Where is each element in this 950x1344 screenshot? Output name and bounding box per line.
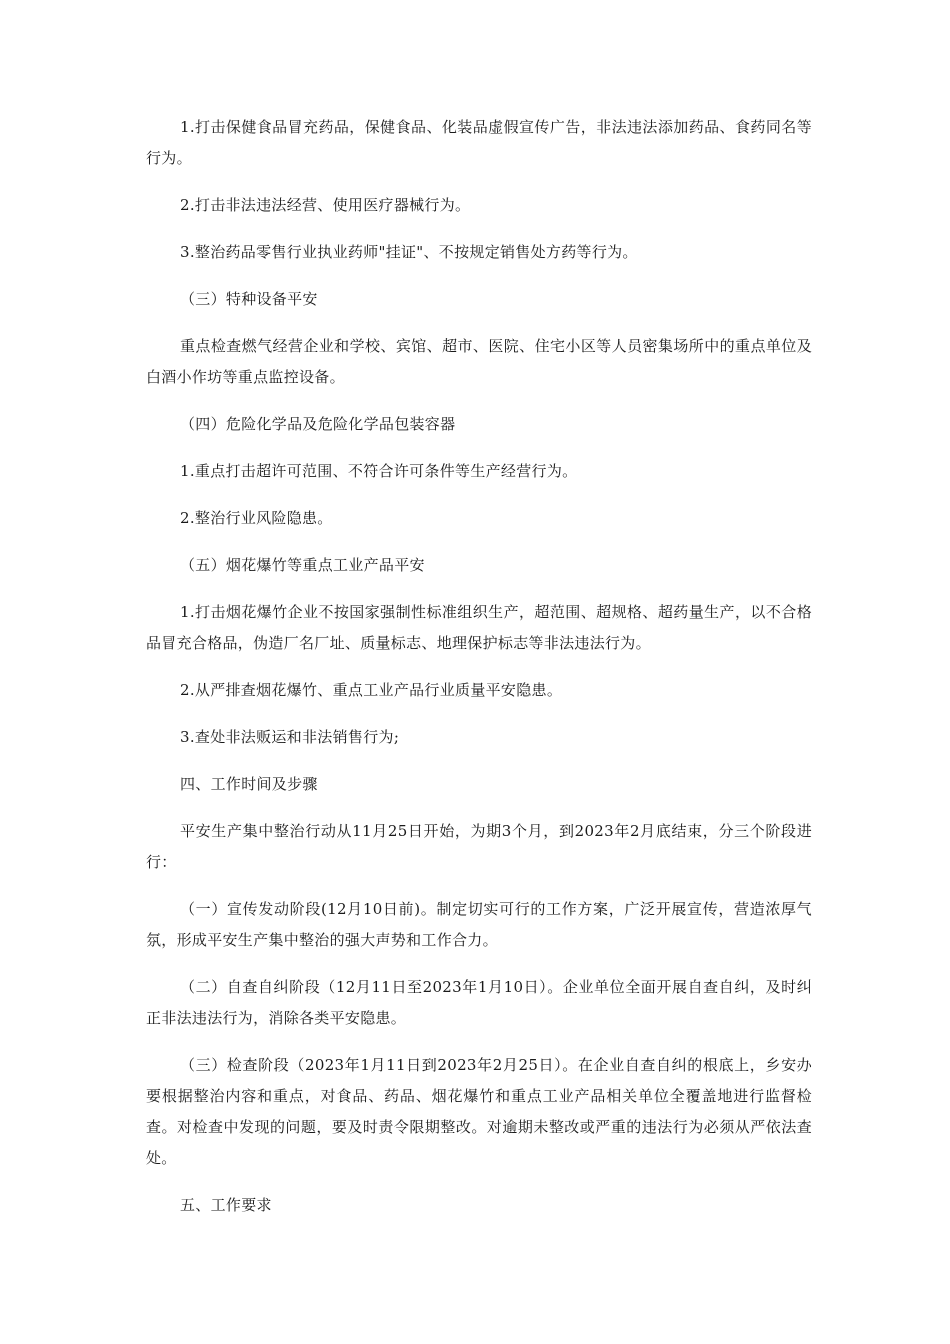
paragraph-schedule-intro: 平安生产集中整治行动从11月25日开始，为期3个月，到2023年2月底结束，分三个阶段进行：	[146, 822, 812, 871]
paragraph-fireworks-1: 1.打击烟花爆竹企业不按国家强制性标准组织生产，超范围、超规格、超药量生产，以不合格品冒充合格品，伪造厂名厂址、质量标志、地理保护标志等非法违法行为。	[146, 603, 812, 652]
document-body	[146, 112, 812, 1237]
paragraph-fireworks-3: 3.查处非法贩运和非法销售行为;	[180, 728, 400, 746]
paragraph-schedule-stage-1: （一）宣传发动阶段(12月10日前)。制定切实可行的工作方案，广泛开展宣传，营造浓厚气氛，形成平安生产集中整治的强大声势和工作合力。	[146, 900, 812, 949]
paragraph-food-drug-1: 1.打击保健食品冒充药品，保健食品、化装品虚假宣传广告，非法违法添加药品、食药同名等行为。	[146, 118, 812, 167]
section-heading-fireworks: （五）烟花爆竹等重点工业产品平安	[180, 556, 425, 574]
paragraph-food-drug-3: 3.整治药品零售行业执业药师"挂证"、不按规定销售处方药等行为。	[180, 243, 638, 261]
section-heading-hazardous-chemicals: （四）危险化学品及危险化学品包装容器	[180, 415, 456, 433]
paragraph-food-drug-2: 2.打击非法违法经营、使用医疗器械行为。	[180, 196, 471, 214]
section-heading-requirements: 五、工作要求	[180, 1196, 272, 1214]
paragraph-hazardous-chemicals-1: 1.重点打击超许可范围、不符合许可条件等生产经营行为。	[180, 462, 578, 480]
paragraph-schedule-stage-3: （三）检查阶段（2023年1月11日到2023年2月25日）。在企业自查自纠的根底上，乡安办要根据整治内容和重点，对食品、药品、烟花爆竹和重点工业产品相关单位全覆盖地进行监督检查。对检查中发现的问题，要及时责令限期整改。对逾期未整改或严重的违法行为必须从严依法查处。	[146, 1056, 812, 1167]
paragraph-special-equipment: 重点检查燃气经营企业和学校、宾馆、超市、医院、住宅小区等人员密集场所中的重点单位及白酒小作坊等重点监控设备。	[146, 337, 812, 386]
paragraph-fireworks-2: 2.从严排查烟花爆竹、重点工业产品行业质量平安隐患。	[180, 681, 563, 699]
paragraph-schedule-stage-2: （二）自查自纠阶段（12月11日至2023年1月10日）。企业单位全面开展自查自纠，及时纠正非法违法行为，消除各类平安隐患。	[146, 978, 812, 1027]
section-heading-special-equipment: （三）特种设备平安	[180, 290, 318, 308]
section-heading-schedule: 四、工作时间及步骤	[180, 775, 318, 793]
paragraph-hazardous-chemicals-2: 2.整治行业风险隐患。	[180, 509, 333, 527]
